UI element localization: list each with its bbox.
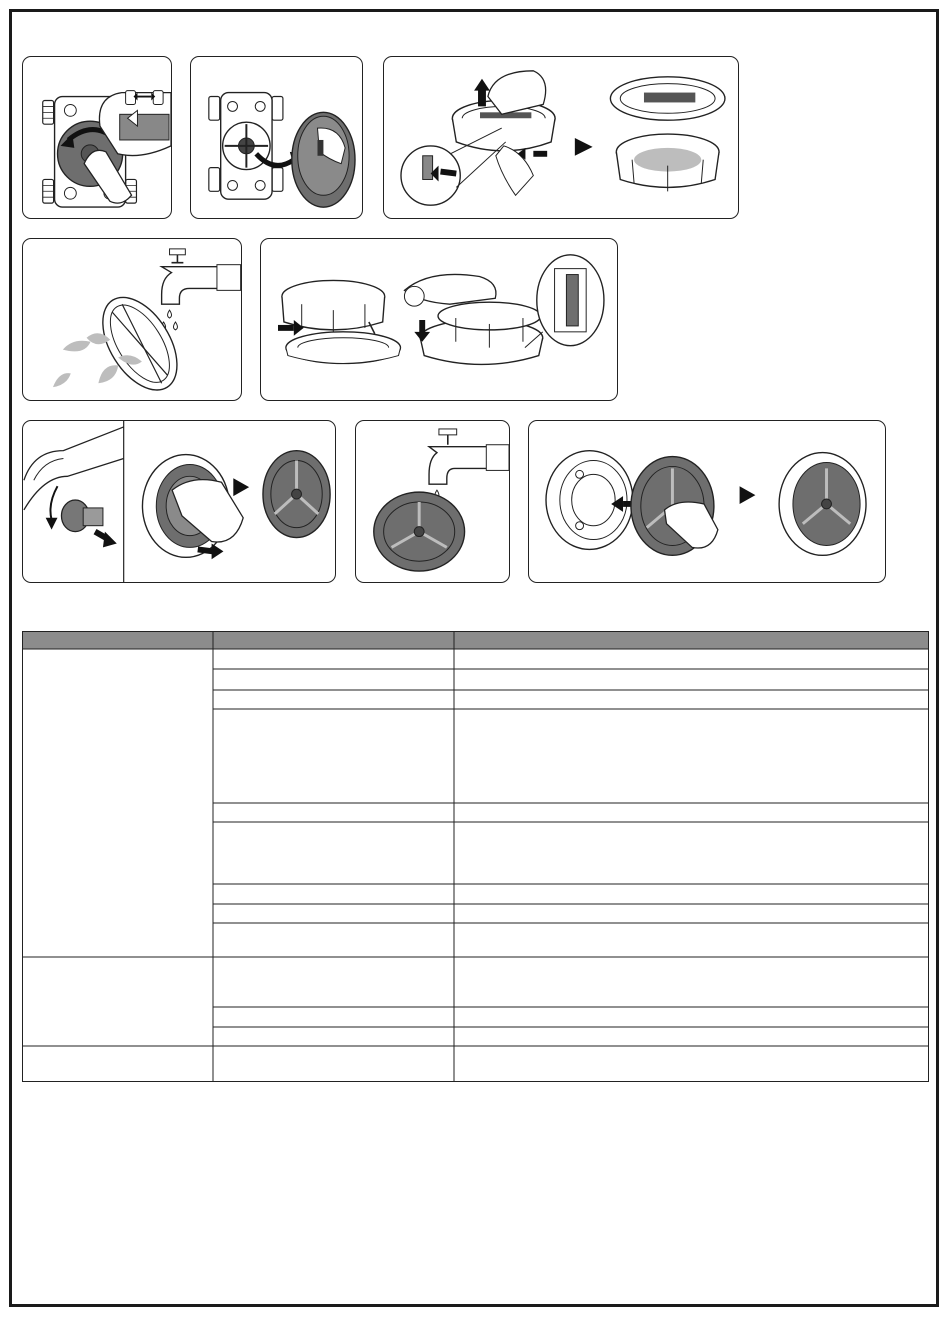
- illustration-step-7: [355, 420, 510, 583]
- illustration-step-6: [22, 420, 336, 583]
- reassemble-basket-icon: [261, 239, 617, 400]
- illustration-step-8: [528, 420, 886, 583]
- refit-disc-filter-icon: [529, 421, 885, 582]
- rinse-disc-filter-icon: [356, 421, 509, 582]
- illustration-step-3: [383, 56, 739, 219]
- remove-filter-lid-icon: [191, 57, 362, 218]
- unscrew-hose-filter-icon: [23, 421, 335, 582]
- troubleshooting-table: [22, 631, 929, 1082]
- rinse-basket-icon: [23, 239, 241, 400]
- troubleshooting-table-grid: [22, 631, 929, 1082]
- illustration-step-1: [22, 56, 172, 219]
- illustration-step-2: [190, 56, 363, 219]
- illustration-step-4: [22, 238, 242, 401]
- robot-turn-lid-icon: [23, 57, 171, 218]
- open-filter-basket-icon: [384, 57, 738, 218]
- illustration-step-5: [260, 238, 618, 401]
